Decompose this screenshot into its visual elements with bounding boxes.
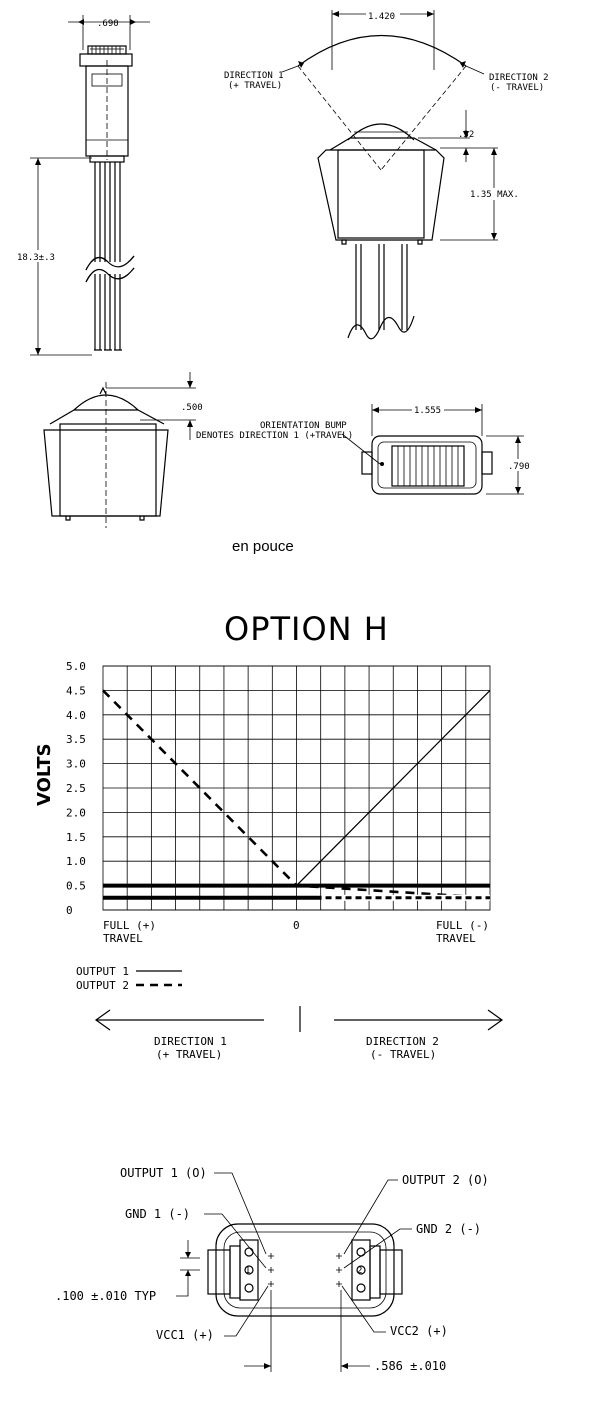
direction-1-sub: (+ TRAVEL)	[228, 81, 283, 91]
y-tick-label: 0.5	[66, 879, 86, 893]
option-h-chart	[34, 610, 490, 992]
x-label-zero: 0	[293, 919, 300, 932]
direction-2-label: DIRECTION 2	[489, 73, 549, 83]
dir2-sub: (- TRAVEL)	[370, 1048, 437, 1061]
output2-label: OUTPUT 2 (O)	[402, 1173, 489, 1187]
output1-label: OUTPUT 1 (O)	[120, 1166, 207, 1180]
direction-2-sub: (- TRAVEL)	[490, 83, 545, 93]
y-tick-label: 1.5	[66, 830, 86, 844]
x-label-full-plus: FULL (+)	[103, 919, 156, 932]
connector-2-number: 2	[357, 1266, 363, 1276]
x-label-full-minus-travel: TRAVEL	[436, 932, 476, 945]
x-label-full-minus: FULL (-)	[436, 919, 489, 932]
connector-1-number: 1	[245, 1266, 251, 1276]
y-tick-labels	[66, 660, 86, 917]
dim-1555: 1.555	[414, 406, 442, 416]
dim-135: 1.35 MAX.	[470, 190, 519, 200]
top-view	[196, 404, 532, 494]
y-axis-label: VOLTS	[34, 743, 55, 806]
y-tick-label: 1.0	[66, 855, 86, 869]
vcc1-label: VCC1 (+)	[156, 1328, 214, 1342]
dim-1420: 1.420	[368, 12, 396, 22]
dir2-label: DIRECTION 2	[366, 1035, 439, 1048]
direction-arrows	[96, 1006, 502, 1061]
orientation-sub: DENOTES DIRECTION 1 (+TRAVEL)	[196, 431, 354, 441]
y-tick-label: 2.0	[66, 806, 86, 820]
chart-grid	[103, 666, 490, 910]
vcc2-label: VCC2 (+)	[390, 1324, 448, 1338]
dir1-label: DIRECTION 1	[154, 1035, 227, 1048]
dim-183: 18.3±.3	[17, 253, 55, 263]
y-tick-label: 3.0	[66, 757, 86, 771]
dim-500: .500	[181, 403, 203, 413]
y-tick-label: 2.5	[66, 782, 86, 795]
y-tick-label: 5.0	[66, 660, 86, 673]
y-tick-label: 4.5	[66, 684, 86, 698]
legend-output-1: OUTPUT 1	[76, 965, 129, 978]
front-view	[224, 9, 549, 339]
pitch-label: .100 ±.010 TYP	[55, 1289, 157, 1303]
units-note: en pouce	[232, 538, 294, 555]
direction-1-label: DIRECTION 1	[224, 71, 284, 81]
dim-690: .690	[97, 19, 119, 29]
side-view	[16, 15, 150, 355]
y-tick-label: 3.5	[66, 733, 86, 747]
pinout-diagram	[55, 1166, 489, 1373]
dim-32: .32	[458, 130, 475, 140]
spacing-label: .586 ±.010	[374, 1359, 447, 1373]
rocker-view	[44, 372, 203, 528]
legend-output-2: OUTPUT 2	[76, 979, 129, 992]
gnd2-label: GND 2 (-)	[416, 1222, 482, 1236]
chart-title: OPTION H	[224, 610, 389, 648]
x-label-full-plus-travel: TRAVEL	[103, 932, 143, 945]
y-tick-label: 0	[66, 904, 73, 917]
gnd1-label: GND 1 (-)	[125, 1207, 191, 1221]
orientation-label: ORIENTATION BUMP	[260, 421, 347, 431]
dir1-sub: (+ TRAVEL)	[156, 1048, 223, 1061]
y-tick-label: 4.0	[66, 708, 86, 722]
dim-790: .790	[508, 462, 530, 472]
